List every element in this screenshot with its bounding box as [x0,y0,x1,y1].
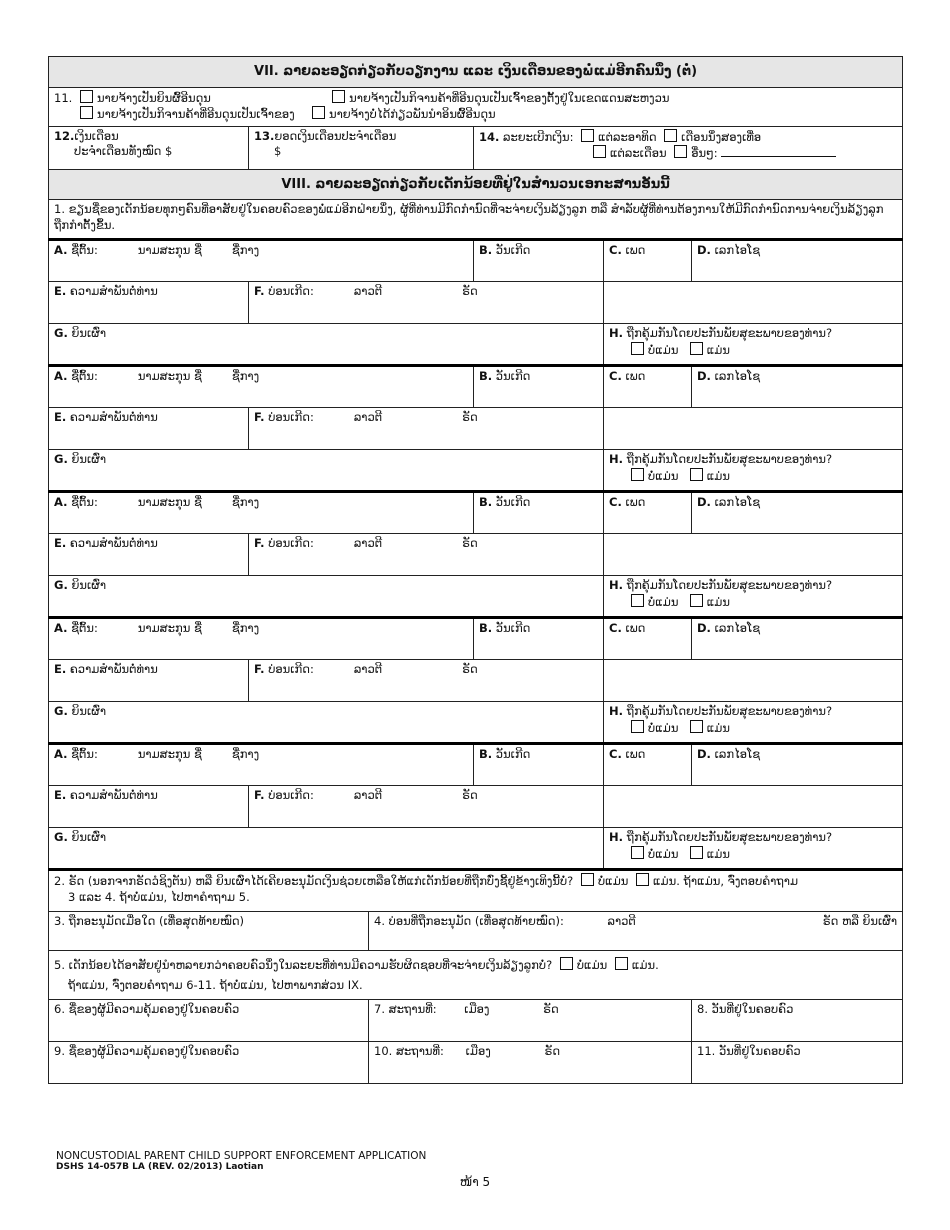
q8-dates-field[interactable] [692,1000,903,1042]
q4-text: ບ່ອນທີ່ຖືກອະນຸມັດ (ເທື່ອສຸດທ້າຍໝົດ): [388,914,564,929]
child-sex-field[interactable] [604,744,692,786]
q11-row [49,87,903,126]
sex-label: ເພດ [625,369,646,384]
q14-other-checkbox[interactable] [674,145,687,158]
h-letter: H. [609,326,623,341]
child-race-field[interactable] [49,702,604,744]
e-letter: E. [54,788,67,803]
middle-name-label: ຊື່ກາງ [231,621,260,636]
d-letter: D. [697,747,711,762]
birthplace-label: ບ່ອນເກີດ: [268,662,314,677]
country-label: ລາວຕີ [353,788,383,803]
insurance-question: ຖືກຄຸ້ມກັນໂດຍປະກັນພັຍສຸຂະພາບຂອງທ່ານ? [626,578,833,593]
state-label: ຣັດ [462,410,478,425]
sex-label: ເພດ [625,621,646,636]
birthplace-label: ບ່ອນເກີດ: [268,410,314,425]
last-name-label: ນາມສະກຸນ ຊື່ [137,747,202,762]
child-ssn-field[interactable] [692,618,903,660]
form-page [48,56,902,1084]
insurance-no-checkbox[interactable] [631,720,644,733]
dob-label: ວັນເກີດ [495,495,531,510]
child-name-field[interactable] [49,618,474,660]
sex-label: ເພດ [625,243,646,258]
ssn-label: ເລກໄອໂຊ [714,495,761,510]
state-label: ຣັດ [462,788,478,803]
e-letter: E. [54,536,67,551]
b-letter: B. [479,495,493,510]
insurance-no-label: ບໍ່ແມ່ນ [648,468,679,483]
q4-country: ລາວຕີ [607,914,636,929]
g-letter: G. [54,452,68,467]
c-letter: C. [609,621,622,636]
blank-cell [604,534,903,576]
g-letter: G. [54,704,68,719]
insurance-no-label: ບໍ່ແມ່ນ [648,594,679,609]
f-letter: F. [254,536,265,551]
b-letter: B. [479,243,493,258]
q10-location-field[interactable] [369,1042,692,1084]
child-name-field[interactable] [49,240,474,282]
child-insurance-field [604,576,903,618]
q11-option3-label: ນາຍຈ້າງເປັນກິຈານຄ້າທີ່ອີນດຸນເປັນເຈົ້າຂອງ [97,107,295,122]
f-letter: F. [254,284,265,299]
d-letter: D. [697,495,711,510]
q5-continuation: ຖ້າແມ່ນ, ຈົ່ງຕອບຄຳຖາມ 6-11. ຖ້າບໍ່ແມ່ນ, ໄປຫາພາກສ່ວນ IX. [68,977,363,992]
q11-dates-field[interactable] [692,1042,903,1084]
q11-option3-checkbox[interactable] [80,106,93,119]
ssn-label: ເລກໄອໂຊ [714,369,761,384]
q14-monthly-checkbox[interactable] [593,145,606,158]
ssn-label: ເລກໄອໂຊ [714,747,761,762]
insurance-no-label: ບໍ່ແມ່ນ [648,720,679,735]
middle-name-label: ຊື່ກາງ [231,369,260,384]
h-letter: H. [609,830,623,845]
race-label: ຍິນເຜົ່າ [71,830,107,845]
q4-number: 4. [374,914,385,929]
insurance-no-label: ບໍ່ແມ່ນ [648,342,679,357]
b-letter: B. [479,747,493,762]
q10-state: ຣັດ [544,1044,561,1059]
child-sex-field[interactable] [604,240,692,282]
child-insurance-field [604,702,903,744]
insurance-question: ຖືກຄຸ້ມກັນໂດຍປະກັນພັຍສຸຂະພາບຂອງທ່ານ? [626,452,833,467]
q12-number: 12. [54,128,75,143]
child-dob-field[interactable] [474,366,604,408]
dob-label: ວັນເກີດ [495,369,531,384]
state-label: ຣັດ [462,536,478,551]
c-letter: C. [609,495,622,510]
insurance-yes-checkbox[interactable] [690,846,703,859]
country-label: ລາວຕີ [353,662,383,677]
child-birthplace-field[interactable] [249,786,604,828]
q11-option2-label: ນາຍຈ້າງເປັນກິຈານຄ້າທີ່ອີນດຸນເປັນເຈົ້າຂອງຕັ້ງຢູ່ໃນເຂດແດນສະຫງວນ [349,90,670,105]
q1-number: 1. [54,202,65,217]
q2-no-label: ບໍ່ແມ່ນ [597,874,629,889]
relationship-label: ຄວາມສຳພັນຕໍ່ທ່ານ [69,410,158,425]
q11-option1-checkbox[interactable] [80,90,93,103]
state-label: ຣັດ [462,662,478,677]
country-label: ລາວຕີ [353,536,383,551]
e-letter: E. [54,662,67,677]
q10-number: 10. [374,1044,393,1059]
insurance-yes-checkbox[interactable] [690,468,703,481]
child-birthplace-field[interactable] [249,660,604,702]
child-sex-field[interactable] [604,492,692,534]
b-letter: B. [479,369,493,384]
middle-name-label: ຊື່ກາງ [231,747,260,762]
race-label: ຍິນເຜົ່າ [71,452,107,467]
section-8-q1 [49,200,903,240]
q2-continuation: 3 ແລະ 4. ຖ້າບໍ່ແມ່ນ, ໄປຫາຄຳຖາມ 5. [68,889,250,904]
child-insurance-field [604,450,903,492]
race-label: ຍິນເຜົ່າ [71,704,107,719]
q5-yes-checkbox[interactable] [615,957,628,970]
a-letter: A. [54,243,68,258]
sex-label: ເພດ [625,495,646,510]
child-dob-field[interactable] [474,240,604,282]
child-name-field[interactable] [49,366,474,408]
q11b-text: ວັນທີ່ຢູ່ໃນຄອບຄົວ [718,1044,801,1059]
q11-option4-label: ນາຍຈ້າງບໍ່ໄດ້ກ່ຽວພັນນຳອິນຜົ້ອີນດຸນ [329,107,496,122]
q2-number: 2. [54,874,65,889]
insurance-yes-checkbox[interactable] [690,342,703,355]
first-name-label: ຊື່ຕົ້ນ: [71,621,98,636]
q4-approved-where-field[interactable] [369,912,903,951]
q13-label-1: ຍອດເງິນເດືອນປະຈຳເດືອນ [274,128,397,143]
q9-text: ຊື່ຂອງຜູ້ມີຄວາມຄຸ້ມຄອງຢູ່ໃນຄອບຄົວ [68,1044,240,1059]
insurance-yes-label: ແມ່ນ [706,342,730,357]
e-letter: E. [54,284,67,299]
q6-number: 6. [54,1002,65,1017]
section-8-title: VIII. ລາຍລະອຽດກ່ຽວກັບເດັກນ້ອຍທີ່ຢູ່ໃນສຳນວນເອກະສານອັນນີ້ [49,169,903,200]
middle-name-label: ຊື່ກາງ [231,495,260,510]
country-label: ລາວຕີ [353,410,383,425]
child-relationship-field[interactable] [49,786,249,828]
insurance-yes-checkbox[interactable] [690,594,703,607]
form-footer [56,1150,426,1172]
h-letter: H. [609,578,623,593]
a-letter: A. [54,495,68,510]
child-race-field[interactable] [49,576,604,618]
q2-text: ຣັດ (ນອກຈາກຣັດວໍຊິງຕັນ) ຫລື ຍິນເຜົ່າໄດ້ເຄີຍອະນຸມັດເງິນຊ່ວຍເຫລືອໃຫ້ແກ່ເດັກນ້ອຍທີ່ຖືກບົ່ງຊີ້ຢູ່ຂ້າງເທິງນີ້ບໍ່? [68,874,574,889]
insurance-no-checkbox[interactable] [631,846,644,859]
child-race-field[interactable] [49,450,604,492]
insurance-yes-label: ແມ່ນ [706,594,730,609]
q14-monthly-label: ແຕ່ລະເດືອນ [610,146,667,161]
last-name-label: ນາມສະກຸນ ຊື່ [137,369,202,384]
q5-no-checkbox[interactable] [560,957,573,970]
q12-monthly-gross-field[interactable] [49,126,249,169]
q13-number: 13. [254,128,275,143]
q14-other-label: ອື່ນໆ: [691,146,718,161]
q8-number: 8. [697,1002,708,1017]
insurance-yes-label: ແມ່ນ [706,468,730,483]
first-name-label: ຊື່ຕົ້ນ: [71,243,98,258]
child-relationship-field[interactable] [49,660,249,702]
child-ssn-field[interactable] [692,744,903,786]
child-relationship-field[interactable] [49,282,249,324]
insurance-question: ຖືກຄຸ້ມກັນໂດຍປະກັນພັຍສຸຂະພາບຂອງທ່ານ? [626,326,833,341]
insurance-yes-label: ແມ່ນ [706,846,730,861]
child-ssn-field[interactable] [692,492,903,534]
q13-label-2: $ [274,144,282,159]
insurance-no-checkbox[interactable] [631,468,644,481]
birthplace-label: ບ່ອນເກີດ: [268,284,314,299]
q11-option4-checkbox[interactable] [312,106,325,119]
last-name-label: ນາມສະກຸນ ຊື່ [137,621,202,636]
q14-semimonthly-checkbox[interactable] [664,129,677,142]
race-label: ຍິນເຜົ່າ [71,578,107,593]
blank-cell [604,408,903,450]
middle-name-label: ຊື່ກາງ [231,243,260,258]
q4-state-tribe: ຣັດ ຫລື ຍິນເຜົ່າ [822,914,898,929]
q14-pay-period [474,126,903,169]
q13-monthly-net-field[interactable] [249,126,474,169]
child-relationship-field[interactable] [49,408,249,450]
blank-cell [604,660,903,702]
c-letter: C. [609,369,622,384]
q3-approved-when-field[interactable] [49,912,369,951]
q14-number: 14. [479,129,500,144]
c-letter: C. [609,747,622,762]
q8-text: ວັນທີ່ຢູ່ໃນຄອບຄົວ [711,1002,794,1017]
child-dob-field[interactable] [474,618,604,660]
q7-number: 7. [374,1002,385,1017]
child-block [49,240,903,366]
last-name-label: ນາມສະກຸນ ຊື່ [137,495,202,510]
child-sex-field[interactable] [604,366,692,408]
q3-text: ຖືກອະນຸມັດເມື່ອໃດ (ເທື່ອສຸດທ້າຍໝົດ) [68,914,245,929]
insurance-question: ຖືກຄຸ້ມກັນໂດຍປະກັນພັຍສຸຂະພາບຂອງທ່ານ? [626,830,833,845]
q5-number: 5. [54,958,65,973]
q7-text: ສະຖານທີ່: [388,1002,437,1017]
form-title: NONCUSTODIAL PARENT CHILD SUPPORT ENFORCEMENT APPLICATION [56,1150,427,1162]
race-label: ຍິນເຜົ່າ [71,326,107,341]
q2-row [49,870,903,912]
last-name-label: ນາມສະກຸນ ຊື່ [137,243,202,258]
form-table [48,56,903,1084]
insurance-no-checkbox[interactable] [631,342,644,355]
relationship-label: ຄວາມສຳພັນຕໍ່ທ່ານ [69,536,158,551]
insurance-no-label: ບໍ່ແມ່ນ [648,846,679,861]
q9-caretaker-name-field[interactable] [49,1042,369,1084]
a-letter: A. [54,747,68,762]
child-insurance-field [604,828,903,870]
q12-label-2: ປະຈຳເດືອນທັງໝົດ $ [74,144,173,159]
g-letter: G. [54,830,68,845]
blank-cell [604,786,903,828]
child-insurance-field [604,324,903,366]
child-race-field[interactable] [49,324,604,366]
g-letter: G. [54,578,68,593]
dob-label: ວັນເກີດ [495,243,531,258]
child-birthplace-field[interactable] [249,534,604,576]
q14-label: ລະຍະເບີກເງິນ: [503,129,574,144]
child-name-field[interactable] [49,492,474,534]
first-name-label: ຊື່ຕົ້ນ: [71,369,98,384]
insurance-yes-label: ແມ່ນ [706,720,730,735]
child-race-field[interactable] [49,828,604,870]
q10-city: ເມືອງ [465,1044,491,1059]
q5-row [49,951,903,1000]
a-letter: A. [54,369,68,384]
q2-no-checkbox[interactable] [581,873,594,886]
q11-option1-label: ນາຍຈ້າງເປັນຍິນຜົ້ອີນດຸນ [96,90,211,105]
relationship-label: ຄວາມສຳພັນຕໍ່ທ່ານ [69,788,158,803]
q2-yes-checkbox[interactable] [636,873,649,886]
q9-number: 9. [54,1044,65,1059]
insurance-question: ຖືກຄຸ້ມກັນໂດຍປະກັນພັຍສຸຂະພາບຂອງທ່ານ? [626,704,833,719]
a-letter: A. [54,621,68,636]
child-ssn-field[interactable] [692,366,903,408]
q14-weekly-label: ແຕ່ລະອາທິດ [598,129,657,144]
dob-label: ວັນເກີດ [495,621,531,636]
q11b-number: 11. [697,1044,716,1059]
child-block [49,744,903,870]
page-number: ໜ້າ 5 [459,1175,491,1189]
h-letter: H. [609,452,623,467]
b-letter: B. [479,621,493,636]
q3-number: 3. [54,914,65,929]
q6-caretaker-name-field[interactable] [49,1000,369,1042]
first-name-label: ຊື່ຕົ້ນ: [71,495,98,510]
birthplace-label: ບ່ອນເກີດ: [268,788,314,803]
section-7-title: VII. ລາຍລະອຽດກ່ຽວກັບວຽກງານ ແລະ ເງິນເດືອນຂອງພໍ່ແມ່ອີກຄົນນຶ່ງ (ຕໍ່) [49,57,903,88]
q1-text: ຂຽນຊື່ຂອງເດັກນ້ອຍທຸກໆຄົນທີ່ອາສັຍຢູ່ໃນຄອບຄົວຂອງພໍ່ແມ່ອີກຝ່າຍນຶ່ງ, ຜູ້ທີ່ທ່ານມີກົດກຳນົດທີ່ຈະຈ່າຍເງິນລ້ຽງລູກ ຫລື ສຳລັບຜູ້ທີ່ທ່ານຕ້ອງການໃຫ້ມີກົດກຳນົດການຈ່າຍເງິນລ້ຽງລູກຖືກກຳຕັ້ງຂຶ້ນ. [54,202,884,232]
insurance-no-checkbox[interactable] [631,594,644,607]
q2-yes-label: ແມ່ນ. ຖ້າແມ່ນ, ຈົ່ງຕອບຄຳຖາມ [653,874,799,889]
q14-weekly-checkbox[interactable] [581,129,594,142]
state-label: ຣັດ [462,284,478,299]
relationship-label: ຄວາມສຳພັນຕໍ່ທ່ານ [69,284,158,299]
child-relationship-field[interactable] [49,534,249,576]
child-block [49,618,903,744]
ssn-label: ເລກໄອໂຊ [714,243,761,258]
q10-text: ສະຖານທີ່: [395,1044,444,1059]
child-birthplace-field[interactable] [249,408,604,450]
g-letter: G. [54,326,68,341]
dob-label: ວັນເກີດ [495,747,531,762]
e-letter: E. [54,410,67,425]
child-block [49,366,903,492]
q6-text: ຊື່ຂອງຜູ້ມີຄວາມຄຸ້ມຄອງຢູ່ໃນຄອບຄົວ [68,1002,240,1017]
q11-number: 11. [54,90,73,105]
d-letter: D. [697,369,711,384]
child-dob-field[interactable] [474,744,604,786]
h-letter: H. [609,704,623,719]
q5-yes-label: ແມ່ນ. [631,958,659,973]
child-birthplace-field[interactable] [249,282,604,324]
q7-state: ຣັດ [543,1002,559,1017]
child-name-field[interactable] [49,744,474,786]
birthplace-label: ບ່ອນເກີດ: [268,536,314,551]
d-letter: D. [697,621,711,636]
c-letter: C. [609,243,622,258]
child-ssn-field[interactable] [692,240,903,282]
q14-other-input[interactable] [721,146,836,157]
relationship-label: ຄວາມສຳພັນຕໍ່ທ່ານ [69,662,158,677]
q5-no-label: ບໍ່ແມ່ນ [576,958,608,973]
country-label: ລາວຕີ [353,284,383,299]
q12-label-1: ເງິນເດືອນ [74,128,119,143]
q14-semimonthly-label: ເດືອນນຶ່ງສອງເທື່ອ [681,129,762,144]
child-dob-field[interactable] [474,492,604,534]
sex-label: ເພດ [625,747,646,762]
q7-location-field[interactable] [369,1000,692,1042]
d-letter: D. [697,243,711,258]
first-name-label: ຊື່ຕົ້ນ: [71,747,98,762]
form-code: DSHS 14-057B LA (REV. 02/2013) Laotian [56,1162,264,1172]
insurance-yes-checkbox[interactable] [690,720,703,733]
f-letter: F. [254,662,265,677]
q5-text: ເດັກນ້ອຍໄດ້ອາສັຍຢູ່ນຳຫລາຍກວ່າຄອບຄົວນຶ່ງໃນລະຍະທີ່ທ່ານມີຄວາມຮັບຜິດຊອບທີ່ຈະຈ່າຍເງິນລ້ຽງລູກບໍ່? [68,958,553,973]
q11-option2-checkbox[interactable] [332,90,345,103]
blank-cell [604,282,903,324]
child-block [49,492,903,618]
f-letter: F. [254,788,265,803]
child-sex-field[interactable] [604,618,692,660]
ssn-label: ເລກໄອໂຊ [714,621,761,636]
q7-city: ເມືອງ [464,1002,490,1017]
f-letter: F. [254,410,265,425]
